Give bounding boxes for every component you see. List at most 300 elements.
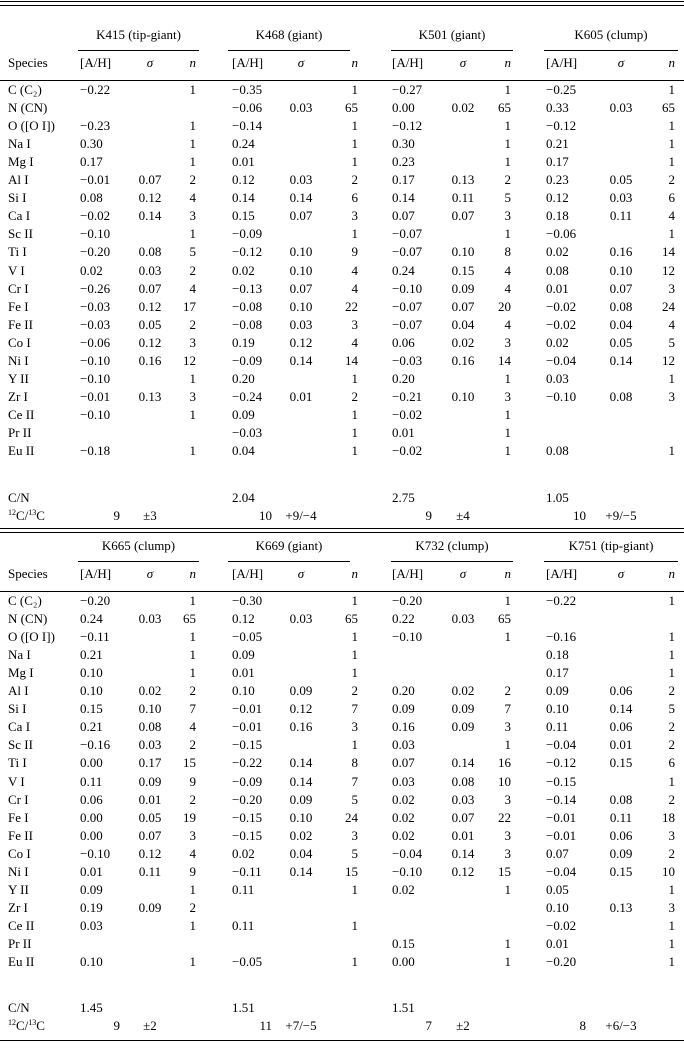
n-header: n: [189, 566, 196, 581]
abundance-value: −0.01: [232, 719, 263, 735]
n-value: 1: [504, 154, 511, 170]
sigma-value: 0.12: [138, 845, 162, 861]
abundance-value: −0.11: [232, 863, 262, 879]
abundance-value: −0.06: [80, 334, 111, 350]
mass-number: 13: [28, 1018, 37, 1027]
species-label: Fe I: [8, 809, 29, 825]
abundance-value: −0.01: [232, 701, 263, 717]
sigma-value: 0.03: [451, 791, 475, 807]
sigma-value: 0.10: [289, 262, 313, 278]
sigma-value: 0.11: [609, 809, 633, 825]
n-value: 1: [504, 881, 511, 897]
n-value: 3: [351, 827, 358, 843]
species-label: Cr I: [8, 280, 29, 296]
n-value: 1: [504, 629, 511, 645]
n-value: 3: [189, 388, 196, 404]
n-value: 1: [351, 118, 358, 134]
n-value: 1: [189, 154, 196, 170]
isotope-ratio-error: ±3: [143, 508, 157, 523]
n-value: 1: [668, 917, 675, 933]
n-value: 7: [351, 773, 358, 789]
sigma-value: 0.12: [138, 190, 162, 206]
sigma-value: 0.07: [289, 280, 313, 296]
n-value: 2: [351, 683, 358, 699]
n-value: 1: [668, 629, 675, 645]
abundance-value: −0.15: [232, 737, 263, 753]
n-value: 1: [351, 406, 358, 422]
sigma-value: 0.09: [451, 280, 475, 296]
n-value: 3: [504, 388, 511, 404]
sigma-value: 0.02: [451, 100, 475, 116]
n-value: 4: [504, 280, 511, 296]
abundance-value: 0.08: [546, 443, 569, 458]
abundance-value: 0.03: [546, 370, 569, 386]
n-value: 7: [189, 701, 196, 717]
n-value: 1: [504, 443, 511, 458]
abundance-value: −0.20: [80, 593, 111, 608]
isotope-ratio-error: +6/−3: [605, 1018, 637, 1033]
abundance-value: −0.01: [546, 809, 577, 825]
sigma-value: 0.10: [289, 244, 313, 260]
n-value: 4: [504, 316, 511, 332]
sigma-value: 0.14: [451, 755, 475, 771]
species-label: N (CN): [8, 611, 48, 627]
sigma-value: 0.12: [138, 298, 162, 314]
n-value: 2: [189, 683, 196, 699]
n-value: 65: [498, 100, 511, 116]
sigma-value: 0.09: [609, 845, 633, 861]
n-value: 65: [345, 611, 358, 627]
n-value: 7: [351, 701, 358, 717]
n-value: 1: [351, 881, 358, 897]
sigma-value: 0.03: [289, 316, 313, 332]
sigma-value: 0.16: [289, 719, 313, 735]
species-label: Na I: [8, 647, 31, 663]
mass-number: 12: [8, 508, 16, 517]
species-label: Cr I: [8, 791, 29, 807]
sigma-value: 0.09: [289, 791, 313, 807]
abundance-value: 0.09: [546, 683, 569, 699]
star-header: K605 (clump): [574, 27, 648, 42]
n-value: 2: [189, 316, 196, 332]
table-rule: [0, 528, 684, 529]
abundance-value: −0.02: [392, 406, 423, 422]
n-value: 4: [189, 845, 196, 861]
table-rule: [0, 1040, 684, 1041]
abundance-value: 0.00: [392, 100, 415, 116]
n-value: 65: [662, 100, 675, 116]
species-label: Si I: [8, 701, 27, 717]
abundance-value: 0.17: [80, 154, 103, 170]
abundance-value: 0.01: [80, 863, 103, 879]
star-underline: [228, 50, 350, 51]
abundance-value: 0.10: [546, 701, 569, 717]
n-value: 2: [189, 737, 196, 753]
n-value: 1: [189, 665, 196, 681]
abundance-value: −0.04: [546, 737, 577, 753]
sigma-value: 0.09: [289, 683, 313, 699]
abundance-value: −0.07: [392, 244, 423, 260]
species-label: Na I: [8, 136, 31, 152]
abundance-value: 0.09: [392, 701, 415, 717]
abundance-value: 0.15: [80, 701, 103, 717]
species-label: Ti I: [8, 755, 27, 771]
n-value: 1: [351, 593, 358, 608]
abundance-value: 0.02: [392, 809, 415, 825]
abundance-value: −0.25: [546, 82, 577, 97]
sigma-value: 0.14: [289, 863, 313, 879]
n-value: 1: [351, 737, 358, 753]
isotope-ratio-value: 10: [259, 508, 272, 523]
abundance-value: 0.01: [546, 935, 569, 951]
n-value: 3: [351, 719, 358, 735]
species-label: Ni I: [8, 352, 29, 368]
sigma-value: 0.12: [451, 863, 475, 879]
abundance-value: 0.09: [232, 406, 255, 422]
sigma-value: 0.11: [609, 208, 633, 224]
n-value: 3: [351, 208, 358, 224]
abundance-value: −0.03: [80, 316, 111, 332]
n-value: 1: [668, 443, 675, 458]
abundance-value: −0.18: [80, 443, 111, 458]
n-value: 2: [668, 719, 675, 735]
table-rule: [0, 80, 684, 81]
sigma-value: 0.03: [289, 172, 313, 188]
species-label: Co I: [8, 334, 31, 350]
n-value: 1: [189, 406, 196, 422]
abundance-value: 0.33: [546, 100, 569, 116]
abundance-value: −0.14: [232, 118, 263, 134]
abundance-header: [A/H]: [232, 566, 264, 581]
n-value: 1: [351, 647, 358, 663]
star-underline: [391, 50, 513, 51]
abundance-value: 0.01: [546, 280, 569, 296]
n-value: 1: [504, 424, 511, 440]
abundance-value: −0.15: [232, 827, 263, 843]
abundance-value: −0.12: [546, 755, 577, 771]
isotope-ratio-error: ±4: [456, 508, 470, 523]
n-value: 12: [662, 352, 675, 368]
n-value: 2: [189, 899, 196, 915]
sigma-value: 0.12: [289, 334, 313, 350]
sigma-value: 0.07: [138, 280, 162, 296]
isotope-ratio-error: +7/−5: [285, 1018, 317, 1033]
abundance-value: 0.14: [232, 190, 255, 206]
abundance-value: 0.00: [80, 827, 103, 843]
abundance-value: 0.02: [546, 244, 569, 260]
isotope-symbol: C/: [16, 1018, 29, 1033]
sigma-value: 0.10: [138, 701, 162, 717]
abundance-value: −0.08: [232, 316, 263, 332]
n-value: 5: [668, 334, 675, 350]
abundance-value: 0.05: [546, 881, 569, 897]
star-underline: [228, 561, 350, 562]
isotope-ratio-error: +9/−4: [285, 508, 317, 523]
sigma-value: 0.14: [289, 352, 313, 368]
abundance-value: −0.22: [546, 593, 577, 608]
n-value: 1: [668, 647, 675, 663]
n-value: 1: [189, 370, 196, 386]
star-header: K751 (tip-giant): [568, 538, 654, 553]
sigma-value: 0.13: [451, 172, 475, 188]
abundance-value: 0.02: [392, 791, 415, 807]
species-header: Species: [8, 55, 48, 70]
n-value: 4: [189, 719, 196, 735]
n-value: 16: [498, 755, 511, 771]
abundance-value: −0.01: [80, 388, 111, 404]
n-value: 24: [662, 298, 675, 314]
n-value: 1: [351, 136, 358, 152]
abundance-value: 0.10: [80, 954, 103, 969]
n-value: 3: [189, 827, 196, 843]
table-rule: [0, 591, 684, 592]
sigma-value: 0.07: [451, 809, 475, 825]
n-value: 5: [351, 845, 358, 861]
species-label: Fe II: [8, 316, 33, 332]
n-value: 1: [504, 406, 511, 422]
isotope-ratio-error: ±2: [456, 1018, 470, 1033]
abundance-value: 0.10: [80, 683, 103, 699]
sigma-header: σ: [146, 566, 154, 581]
abundance-value: −0.14: [546, 791, 577, 807]
abundance-value: 0.11: [80, 773, 103, 789]
cn-value: 2.75: [392, 490, 415, 505]
n-value: 1: [189, 82, 196, 97]
sigma-value: 0.01: [609, 737, 633, 753]
abundance-value: −0.12: [232, 244, 263, 260]
isotope-ratio-label: [8, 508, 45, 524]
abundance-value: −0.05: [232, 629, 263, 645]
abundance-value: −0.01: [546, 827, 577, 843]
n-value: 1: [504, 226, 511, 242]
n-header: n: [351, 55, 358, 70]
sigma-value: 0.16: [609, 244, 633, 260]
abundance-value: −0.12: [392, 118, 423, 134]
isotope-ratio-label: [8, 1018, 45, 1034]
abundance-value: 0.11: [232, 917, 255, 933]
species-label: Al I: [8, 172, 29, 188]
sigma-value: 0.08: [138, 719, 162, 735]
abundance-value: −0.03: [232, 424, 263, 440]
n-value: 15: [183, 755, 196, 771]
sigma-value: 0.14: [451, 845, 475, 861]
isotope-ratio-value: 10: [573, 508, 586, 523]
abundance-value: 0.02: [546, 334, 569, 350]
sigma-value: 0.01: [289, 388, 313, 404]
n-value: 12: [183, 352, 196, 368]
sigma-value: 0.03: [289, 611, 313, 627]
sigma-header: σ: [617, 566, 625, 581]
abundance-value: 0.00: [392, 954, 415, 969]
abundance-value: 0.18: [546, 647, 569, 663]
n-value: 1: [351, 424, 358, 440]
n-value: 1: [351, 154, 358, 170]
sigma-value: 0.09: [451, 701, 475, 717]
species-label: Y II: [8, 370, 29, 386]
abundance-value: 0.22: [392, 611, 415, 627]
n-value: 2: [189, 262, 196, 278]
n-value: 1: [668, 593, 675, 608]
abundance-value: −0.04: [546, 863, 577, 879]
n-value: 5: [351, 791, 358, 807]
n-value: 5: [189, 244, 196, 260]
n-value: 2: [668, 172, 675, 188]
abundance-value: 0.02: [392, 827, 415, 843]
abundance-value: −0.02: [80, 208, 111, 224]
abundance-value: 0.03: [392, 773, 415, 789]
sigma-value: 0.12: [138, 334, 162, 350]
n-value: 1: [189, 226, 196, 242]
n-value: 3: [504, 791, 511, 807]
n-value: 3: [504, 827, 511, 843]
abundance-value: 0.02: [392, 881, 415, 897]
isotope-ratio-value: 11: [259, 1018, 272, 1033]
abundance-header: [A/H]: [80, 566, 112, 581]
abundance-value: 0.01: [392, 424, 415, 440]
n-value: 2: [189, 172, 196, 188]
abundance-value: −0.10: [80, 406, 111, 422]
n-value: 3: [668, 899, 675, 915]
star-underline: [78, 50, 199, 51]
cn-label: C/N: [8, 490, 30, 505]
sigma-value: 0.05: [609, 172, 633, 188]
n-value: 1: [189, 629, 196, 645]
abundance-value: 0.16: [392, 719, 415, 735]
n-value: 6: [668, 755, 675, 771]
star-header: K415 (tip-giant): [96, 27, 181, 42]
sigma-value: 0.05: [609, 334, 633, 350]
cn-value: 1.05: [546, 490, 569, 505]
n-value: 3: [189, 334, 196, 350]
abundance-value: −0.09: [232, 773, 263, 789]
abundance-header: [A/H]: [546, 566, 578, 581]
n-value: 4: [189, 280, 196, 296]
sigma-value: 0.07: [289, 208, 313, 224]
sigma-value: 0.15: [609, 755, 633, 771]
isotope-ratio-value: 8: [579, 1018, 586, 1033]
star-header: K665 (clump): [101, 538, 176, 553]
n-value: 1: [504, 370, 511, 386]
abundance-value: −0.09: [232, 352, 263, 368]
abundance-value: 0.18: [546, 208, 569, 224]
species-label: Pr II: [8, 424, 32, 440]
abundance-value: −0.20: [232, 791, 263, 807]
table-rule: [0, 1, 684, 2]
sigma-value: 0.15: [609, 863, 633, 879]
n-value: 9: [189, 773, 196, 789]
abundance-value: −0.10: [392, 280, 423, 296]
sigma-value: 0.08: [451, 773, 475, 789]
n-value: 1: [668, 370, 675, 386]
n-value: 2: [189, 791, 196, 807]
n-value: 2: [351, 388, 358, 404]
sigma-value: 0.10: [451, 388, 475, 404]
n-header: n: [668, 55, 675, 70]
n-value: 3: [504, 208, 511, 224]
abundance-value: 0.24: [392, 262, 415, 278]
n-value: 1: [189, 954, 196, 969]
n-value: 4: [668, 208, 675, 224]
abundance-value: −0.16: [546, 629, 577, 645]
abundance-value: 0.20: [392, 370, 415, 386]
abundance-value: −0.10: [546, 388, 577, 404]
n-value: 22: [345, 298, 358, 314]
n-value: 3: [504, 334, 511, 350]
n-value: 9: [351, 244, 358, 260]
abundance-value: −0.30: [232, 593, 263, 608]
sigma-value: 0.04: [289, 845, 313, 861]
n-value: 1: [668, 773, 675, 789]
abundance-value: −0.06: [232, 100, 263, 116]
n-value: 1: [189, 136, 196, 152]
isotope-ratio-value: 9: [425, 508, 432, 523]
species-label: Ca I: [8, 719, 31, 735]
abundance-value: −0.24: [232, 388, 263, 404]
abundance-value: 0.07: [392, 208, 415, 224]
abundance-value: 0.17: [546, 154, 569, 170]
sigma-value: 0.17: [138, 755, 162, 771]
abundance-value: 0.17: [392, 172, 415, 188]
n-value: 22: [498, 809, 511, 825]
abundance-value: 0.21: [80, 719, 103, 735]
species-label: C (C₂): [8, 593, 42, 608]
sigma-value: 0.12: [289, 701, 313, 717]
abundance-value: 0.14: [392, 190, 415, 206]
sigma-value: 0.06: [609, 827, 633, 843]
n-value: 1: [189, 443, 196, 458]
abundance-value: 0.03: [80, 917, 103, 933]
n-value: 24: [345, 809, 358, 825]
abundance-value: 0.19: [80, 899, 103, 915]
n-value: 1: [668, 136, 675, 152]
species-label: Ce II: [8, 406, 35, 422]
n-value: 4: [189, 190, 196, 206]
species-label: N (CN): [8, 100, 48, 116]
isotope-ratio-error: +9/−5: [605, 508, 637, 523]
star-header: K732 (clump): [415, 538, 489, 553]
cn-label: C/N: [8, 1000, 30, 1015]
abundance-value: −0.22: [80, 82, 111, 97]
abundance-value: −0.16: [80, 737, 111, 753]
n-value: 4: [351, 280, 358, 296]
abundance-value: 0.12: [546, 190, 569, 206]
n-header: n: [351, 566, 358, 581]
abundance-value: 0.09: [80, 881, 103, 897]
abundance-value: −0.07: [392, 298, 423, 314]
sigma-value: 0.10: [609, 262, 633, 278]
n-value: 9: [189, 863, 196, 879]
n-value: 14: [498, 352, 511, 368]
n-value: 1: [668, 954, 675, 969]
sigma-value: 0.09: [138, 899, 162, 915]
isotope-symbol: C: [36, 508, 45, 523]
abundance-value: −0.03: [80, 298, 111, 314]
n-value: 1: [351, 82, 358, 97]
sigma-value: 0.14: [289, 190, 313, 206]
sigma-value: 0.08: [609, 388, 633, 404]
n-value: 4: [504, 262, 511, 278]
abundance-value: −0.08: [232, 298, 263, 314]
abundance-header: [A/H]: [392, 566, 424, 581]
abundance-value: −0.26: [80, 280, 111, 296]
isotope-ratio-error: ±2: [143, 1018, 157, 1033]
sigma-header: σ: [459, 566, 467, 581]
sigma-value: 0.14: [289, 773, 313, 789]
abundance-value: −0.10: [80, 352, 111, 368]
abundance-value: −0.04: [546, 352, 577, 368]
n-value: 2: [668, 791, 675, 807]
abundance-value: 0.00: [80, 809, 103, 825]
